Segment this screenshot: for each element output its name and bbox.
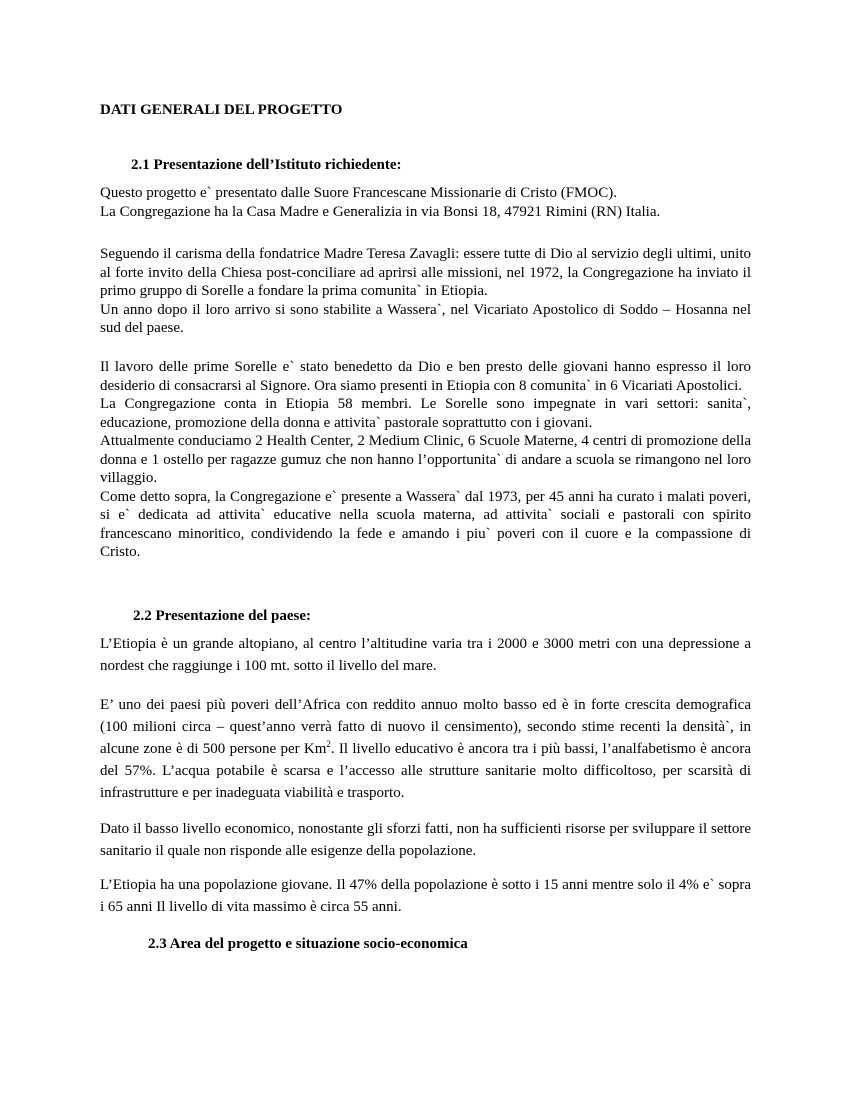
paragraph-line: La Congregazione conta in Etiopia 58 membri. Le Sorelle sono impegnate in vari settori: sanita`, educazione, promozione della donna e attivita` pastorale soprattutto con i giovani. (100, 396, 751, 431)
superscript-exponent: 2 (326, 739, 331, 749)
section-heading-area-progetto: 2.3 Area del progetto e situazione socio-economica (148, 936, 468, 952)
paragraph-paese-sanita: Dato il basso livello economico, nonostante gli sforzi fatti, non ha sufficienti risorse per sviluppare il settore sanitario il quale non risponde alle esigenze della popolazione. (100, 821, 751, 859)
paragraph-paese-popolazione: L’Etiopia ha una popolazione giovane. Il 47% della popolazione è sotto i 15 anni mentre solo il 4% e` sopra i 65 anni Il livello di vita massimo è circa 55 anni. (100, 877, 751, 915)
paragraph-line: Un anno dopo il loro arrivo si sono stabilite a Wassera`, nel Vicariato Apostolico di Soddo – Hosanna nel sud del paese. (100, 301, 751, 336)
paragraph-paese-economia (100, 694, 751, 804)
paragraph-line: Come detto sopra, la Congregazione e` presente a Wassera` dal 1973, per 45 anni ha curato i malati poveri, si e` dedicata ad attivita` educative nella scuola materna, ad attivita` sociali e pastorali con spirito francescano minoritico, condividendo la fede e amando i piu` poveri con il cuore e la compassione di Cristo. (100, 488, 751, 560)
section-heading-paese: 2.2 Presentazione del paese: (133, 608, 312, 624)
paragraph-text-after-superscript: . Il livello educativo è ancora tra i più bassi, l’analfabetismo è ancora del 57%. L’acqua potabile è scarsa e l’accesso alle strutture sanitarie molto difficoltoso, per scarsità di infrastrutture e per inadeguata viabilità e trasporto. (100, 741, 751, 801)
paragraph-paese-geografia: L’Etiopia è un grande altopiano, al centro l’altitudine varia tra i 2000 e 3000 metri con una depressione a nordest che raggiunge i 100 mt. sotto il livello del mare. (100, 636, 751, 674)
paragraph-istituto-intro (100, 184, 751, 221)
paragraph-line: Questo progetto e` presentato dalle Suore Francescane Missionarie di Cristo (FMOC). (100, 185, 617, 201)
paragraph-line: Seguendo il carisma della fondatrice Madre Teresa Zavagli: essere tutte di Dio al servizio degli ultimi, unito al forte invito della Chiesa post-conciliare ad aprirsi alle missioni, nel 1972, la Congregazione ha inviato il primo gruppo di Sorelle a fondare la prima comunita` in Etiopia. (100, 246, 751, 299)
paragraph-line: Attualmente conduciamo 2 Health Center, 2 Medium Clinic, 6 Scuole Materne, 4 centri di promozione della donna e 1 ostello per ragazze gumuz che non hanno l’opportunita` di andare a scuola se rimangono nel loro villaggio. (100, 433, 751, 486)
paragraph-line: La Congregazione ha la Casa Madre e Generalizia in via Bonsi 18, 47921 Rimini (RN) Italia. (100, 203, 661, 220)
paragraph-istituto-lavoro (100, 358, 751, 562)
paragraph-istituto-carisma (100, 245, 751, 338)
section-heading-istituto: 2.1 Presentazione dell’Istituto richiedente: (131, 157, 402, 173)
document-title: DATI GENERALI DEL PROGETTO (100, 102, 343, 118)
paragraph-text-before-superscript: E’ uno dei paesi più poveri dell’Africa con reddito annuo molto basso ed è in forte crescita demografica (100 milioni circa – quest’anno verrà fatto di nuovo il censimento), secondo stime recenti la densità`, in alcune zone è di 500 persone per Km (100, 697, 751, 757)
paragraph-line: Il lavoro delle prime Sorelle e` stato benedetto da Dio e ben presto delle giovani hanno espresso il loro desiderio di consacrarsi al Signore. Ora siamo presenti in Etiopia con 8 comunita` in 6 Vicariati Apostolici. (100, 359, 751, 394)
